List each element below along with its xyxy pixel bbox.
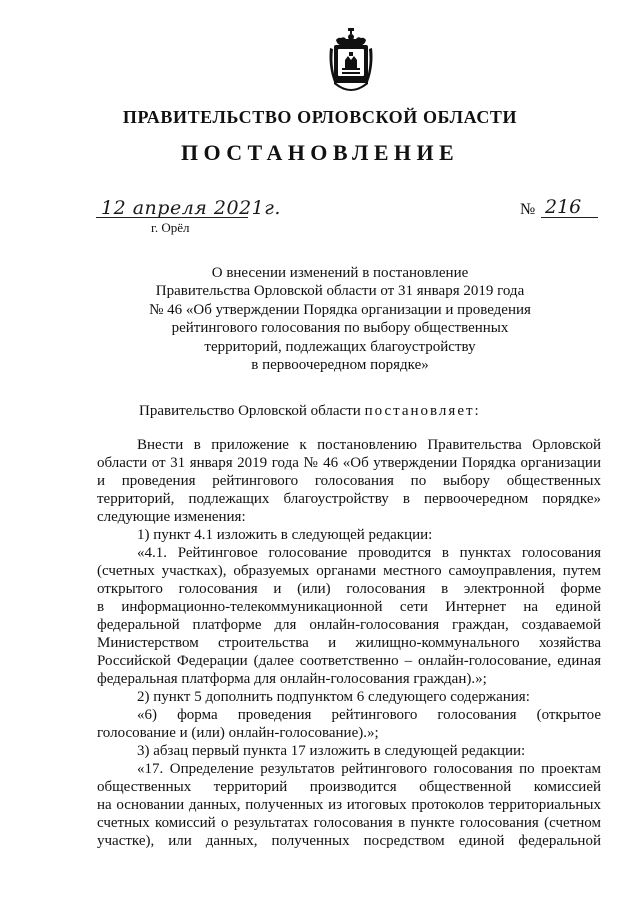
title-line: № 46 «Об утверждении Порядка организации и проведения bbox=[149, 301, 531, 318]
number-underline bbox=[541, 217, 598, 218]
body-line: открытого голосования и (или) голосования в электронной форме bbox=[97, 581, 601, 597]
amendment-item: 3) абзац первый пункта 17 изложить в следующей редакции: bbox=[137, 743, 526, 759]
preamble-text: Правительство Орловской области bbox=[139, 403, 365, 419]
body-line: Внести в приложение к постановлению Правительства Орловской bbox=[137, 437, 601, 453]
title-line: Правительства Орловской области от 31 января 2019 года bbox=[155, 283, 525, 300]
body-line: на основании данных, полученных из итоговых протоколов территориальных bbox=[97, 797, 601, 813]
handwritten-date: 12 апреля 2021г. bbox=[101, 197, 281, 219]
preamble-verb: постановляет: bbox=[364, 403, 481, 419]
amendment-item: 1) пункт 4.1 изложить в следующей редакции: bbox=[137, 527, 433, 543]
document-title bbox=[140, 264, 540, 374]
body-line: «4.1. Рейтинговое голосование проводится в пунктах голосования bbox=[137, 545, 601, 561]
coat-of-arms-emblem bbox=[326, 26, 376, 96]
handwritten-number: 216 bbox=[545, 196, 582, 218]
body-line: территорий, подлежащих благоустройству в первоочередном порядке» bbox=[97, 491, 601, 507]
number-sign: № bbox=[520, 201, 536, 218]
organization-name: ПРАВИТЕЛЬСТВО ОРЛОВСКОЙ ОБЛАСТИ bbox=[122, 107, 518, 127]
body-line: и проведения рейтингового голосования по выбору общественных bbox=[97, 473, 601, 489]
body-line: участке), или данных, полученных посредством единой федеральной bbox=[97, 833, 601, 849]
body-line: следующие изменения: bbox=[97, 509, 246, 525]
body-line: (счетных участках), образуемых органами местного самоуправления, путем bbox=[97, 563, 601, 579]
body-line: в информационно-телекоммуникационной сети Интернет на единой bbox=[97, 599, 601, 615]
preamble bbox=[97, 402, 601, 420]
body-line: голосование и (или) онлайн-голосование).»; bbox=[97, 725, 379, 741]
amendment-item: 2) пункт 5 дополнить подпунктом 6 следующего содержания: bbox=[137, 689, 530, 705]
body-line: федеральная платформа для онлайн-голосования граждан).»; bbox=[97, 671, 487, 687]
body-line: счетных комиссий о результатах голосования в пункте голосования (счетном bbox=[97, 815, 601, 831]
title-line: О внесении изменений в постановление bbox=[211, 265, 469, 281]
body-line: Министерством строительства и жилищно-коммунального хозяйства bbox=[97, 635, 601, 651]
body-line: общественных территорий производится общественной комиссией bbox=[97, 779, 601, 795]
body-line: федеральной платформе для онлайн-голосования граждан, создаваемой bbox=[97, 617, 601, 633]
document-body bbox=[97, 402, 601, 850]
body-line: «6) форма проведения рейтингового голосования (открытое bbox=[137, 707, 601, 723]
body-line: Российской Федерации (далее соответственно – онлайн-голосование, единая bbox=[97, 653, 601, 669]
date-underline bbox=[96, 217, 248, 218]
title-line: рейтингового голосования по выбору общественных bbox=[171, 320, 509, 337]
title-line: территорий, подлежащих благоустройству bbox=[204, 338, 476, 355]
body-line: «17. Определение результатов рейтингового голосования по проектам bbox=[137, 761, 601, 777]
title-line: в первоочередном порядке» bbox=[251, 357, 429, 374]
document-type: ПОСТАНОВЛЕНИЕ bbox=[180, 140, 460, 165]
city-name: г. Орёл bbox=[151, 220, 190, 235]
body-line: области от 31 января 2019 года № 46 «Об утверждении Порядка организации bbox=[97, 455, 601, 471]
